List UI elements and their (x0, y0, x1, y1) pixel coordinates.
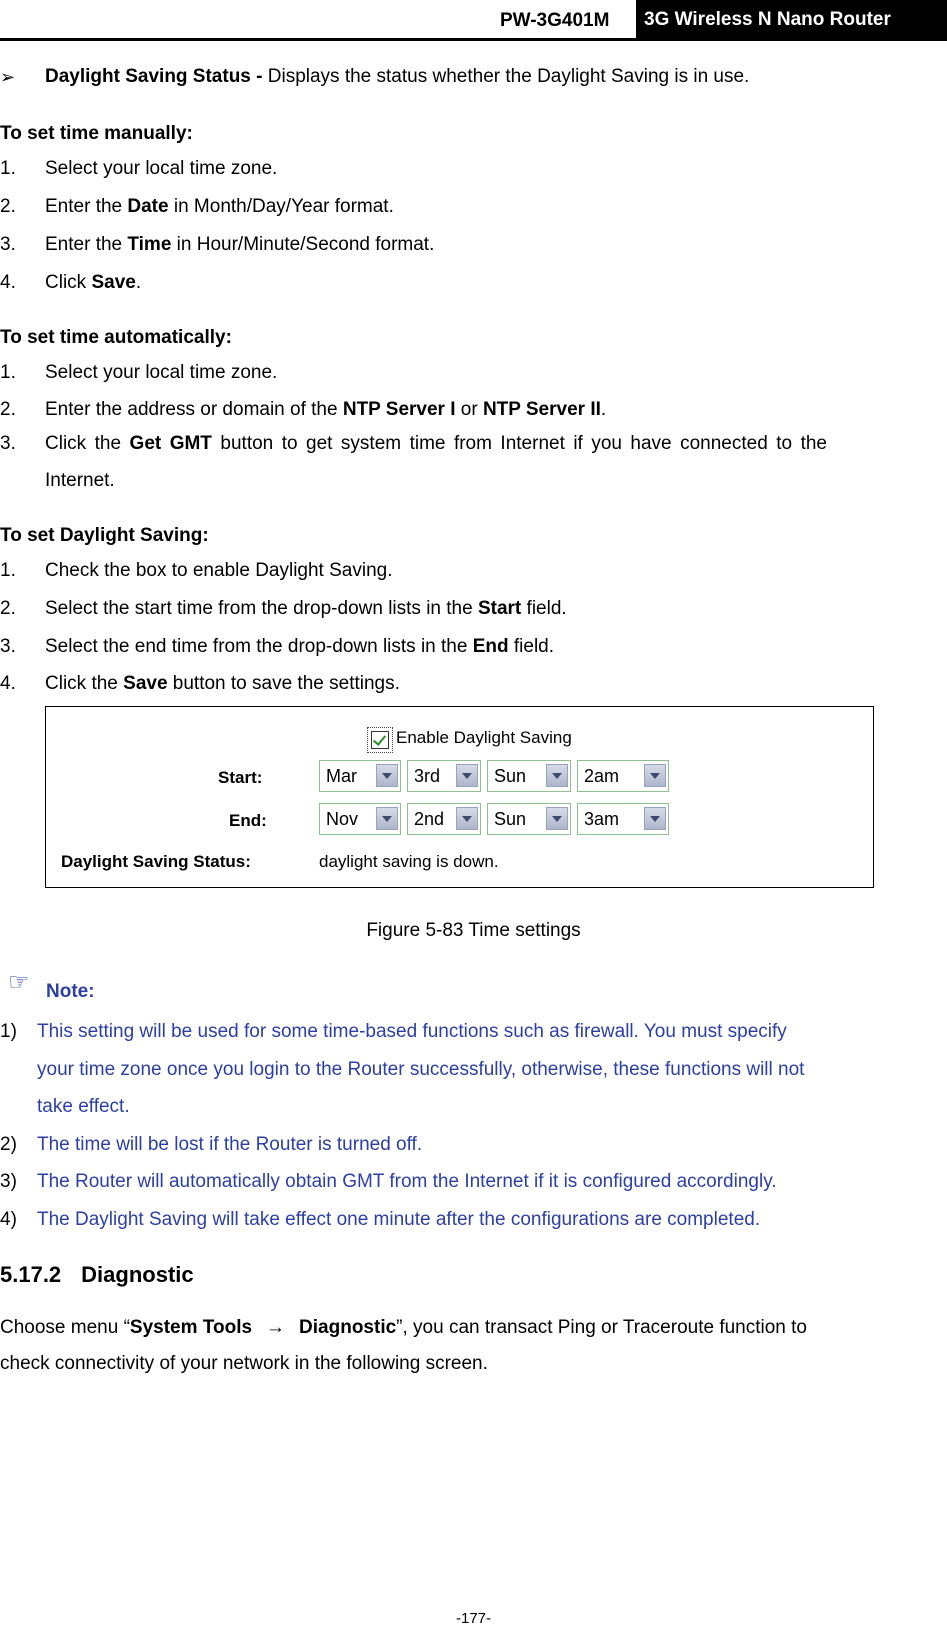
note-title: Note: (46, 981, 95, 1002)
note-item-1-line2: your time zone once you login to the Router successfully, otherwise, these functions will not (37, 1059, 805, 1080)
chevron-down-icon (546, 764, 568, 787)
end-label: End: (229, 811, 267, 830)
manual-heading: To set time manually: (0, 123, 193, 144)
section-paragraph-line1: Choose menu “System Tools → Diagnostic”, you can transact Ping or Traceroute function to (0, 1317, 808, 1338)
chevron-down-icon (644, 807, 666, 830)
page-number: -177- (455, 1610, 492, 1627)
chevron-down-icon (376, 764, 398, 787)
auto-heading: To set time automatically: (0, 327, 232, 348)
note-hand-icon: ☞ (8, 969, 30, 996)
arrow-right-icon: → (266, 1317, 286, 1338)
dst-heading: To set Daylight Saving: (0, 525, 209, 546)
start-month-select[interactable]: Mar (319, 760, 401, 792)
start-day-select[interactable]: Sun (487, 760, 571, 792)
status-value: daylight saving is down. (319, 852, 499, 871)
page-header (0, 0, 947, 40)
section-heading (0, 1262, 194, 1288)
end-week-select[interactable]: 2nd (407, 803, 481, 835)
enable-daylight-saving-checkbox[interactable] (371, 731, 389, 749)
header-model: PW-3G401M (500, 10, 610, 31)
note-item-1-line3: take effect. (37, 1096, 130, 1117)
start-week-select[interactable]: 3rd (407, 760, 481, 792)
end-month-select[interactable]: Nov (319, 803, 401, 835)
header-rule (0, 38, 947, 41)
chevron-down-icon (456, 807, 478, 830)
header-product: 3G Wireless N Nano Router (636, 0, 947, 38)
status-bullet-label: Daylight Saving Status - (45, 66, 263, 87)
figure-caption: Figure 5-83 Time settings (366, 920, 581, 941)
chevron-down-icon (456, 764, 478, 787)
end-day-select[interactable]: Sun (487, 803, 571, 835)
chevron-down-icon (546, 807, 568, 830)
start-label: Start: (218, 768, 263, 787)
auto-step-3-cont: Internet. (45, 470, 115, 491)
section-number: 5.17.2 (0, 1262, 62, 1287)
status-label: Daylight Saving Status: (61, 852, 251, 871)
section-title: Diagnostic (81, 1262, 194, 1287)
chevron-down-icon (376, 807, 398, 830)
status-bullet-text: Displays the status whether the Daylight Saving is in use. (262, 66, 750, 87)
end-hour-select[interactable]: 3am (577, 803, 669, 835)
time-settings-figure (45, 706, 874, 888)
chevron-down-icon (644, 764, 666, 787)
bullet-arrow-icon: ➢ (0, 67, 16, 87)
section-paragraph-line2: check connectivity of your network in the following screen. (0, 1353, 488, 1374)
start-hour-select[interactable]: 2am (577, 760, 669, 792)
enable-daylight-saving-label: Enable Daylight Saving (396, 728, 572, 747)
